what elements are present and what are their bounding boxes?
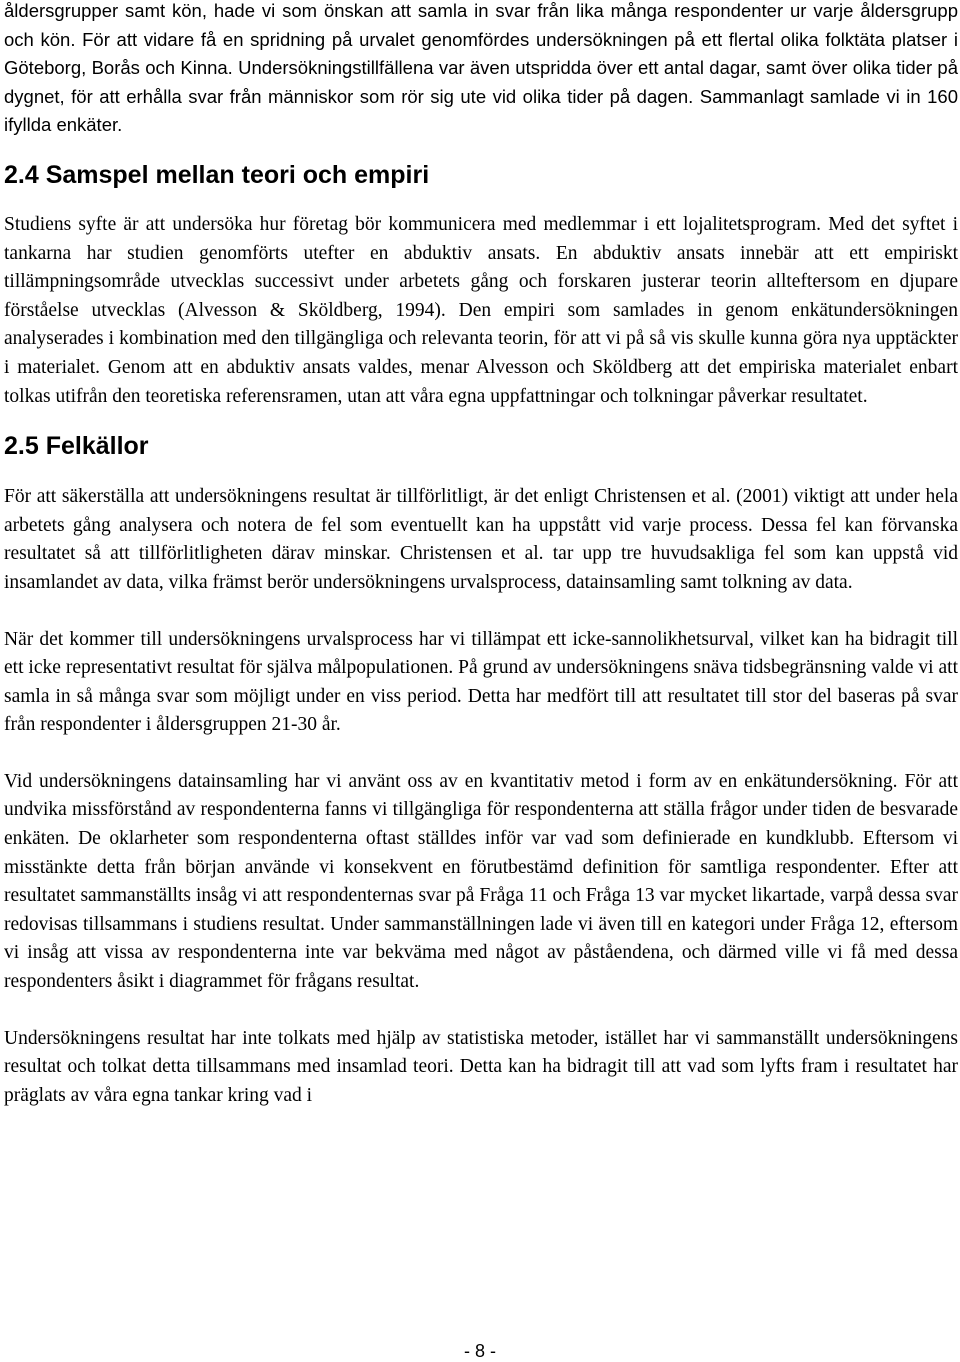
page-number: - 8 - [463,1341,496,1361]
felkallor-paragraph-3: Vid undersökningens datainsamling har vi använt oss av en kvantitativ metod i form av en enkätundersökning. För att undvika missförstånd av respondenterna fanns vi tillgängliga för respondenterna att ställa frågor under tiden de besvarade enkäten. De oklarheter som respondenterna oftast ställdes inför var vad som definierade en kundklubb. Eftersom vi misstänkte detta från början använde vi konsekvent en förutbestämd definition för samtliga respondenter. Efter att resultatet sammanställts insåg vi att respondenternas svar på Fråga 11 och Fråga 13 var mycket likartade, varpå dessa svar redovisas tillsammans i studiens resultat. Under sammanställningen lade vi även till en kategori under Fråga 12, eftersom vi insåg att vissa av respondenterna inte var bekväma med något av påståendena, och därmed ville vi få med dessa respondenters åsikt i diagrammet för frågans resultat. [4,770,958,993]
page-content [4,0,958,1110]
section-heading-2-5: 2.5 Felkällor [4,432,149,461]
section-2-4-paragraph: Studiens syfte är att undersöka hur företag bör kommunicera med medlemmar i ett lojalitetsprogram. Med det syftet i tankarna har studien genomförts utefter en abduktiv ansats. En abduktiv ansats innebär att ett empiriskt tillämpningsområde utvecklas successivt under arbetets gång och forskaren justerar teorin allteftersom en djupare förståelse utvecklas (Alvesson & Sköldberg, 1994). Den empiri som samlades in genom enkätundersökningen analyserades i kombination med den tillgängliga och relevanta teorin, för att vi på så vis skulle kunna göra nya upptäckter i materialet. Genom att en abduktiv ansats valdes, menar Alvesson och Sköldberg att det empiriska materialet enbart tolkas utifrån den teoretiska referensramen, utan att våra egna uppfattningar och tolkningar påverkar resultatet. [4,213,958,407]
felkallor-paragraph-2: När det kommer till undersökningens urvalsprocess har vi tillämpat ett icke-sannolikhetsurval, vilket kan ha bidragit till ett icke representativt resultat för själva målpopulationen. På grund av undersökningens snäva tidsbegränsning valde vi att samla in så många svar som möjligt under en viss period. Detta har medfört till att resultatet till stor del baseras på svar från respondenter i åldersgruppen 21-30 år. [4,628,958,736]
section-heading-2-4: 2.4 Samspel mellan teori och empiri [4,160,430,189]
felkallor-paragraph-4: Undersökningens resultat har inte tolkats med hjälp av statistiska metoder, istället har vi sammanställt undersökningens resultat och tolkat detta tillsammans med insamlad teori. Detta kan ha bidragit till att vad som lyfts fram i resultatet har präglats av våra egna tankar kring vad i [4,1027,958,1106]
intro-paragraph: åldersgrupper samt kön, hade vi som önskan att samla in svar från lika många respondenter ur varje åldersgrupp och kön. För att vidare få en spridning på urvalet genomfördes undersökningen på ett flertal olika folktäta platser i Göteborg, Borås och Kinna. Undersökningstillfällena var även utspridda över ett antal dagar, samt över olika tider på dygnet, för att erhålla svar från människor som rör sig ute vid olika tider på dagen. Sammanlagt samlade vi in 160 ifyllda enkäter. [4,0,958,136]
felkallor-paragraph-1: För att säkerställa att undersökningens resultat är tillförlitligt, är det enligt Christensen et al. (2001) viktigt att under hela arbetets gång analysera och notera de fel som eventuellt kan ha uppstått vid varje process. Dessa fel kan förvanska resultatet så att tillförlitligheten därav minskar. Christensen et al. tar upp tre huvudsakliga fel som kan uppstå vid insamlandet av data, vilka främst berör undersökningens urvalsprocess, datainsamling samt tolkning av data. [4,486,958,593]
